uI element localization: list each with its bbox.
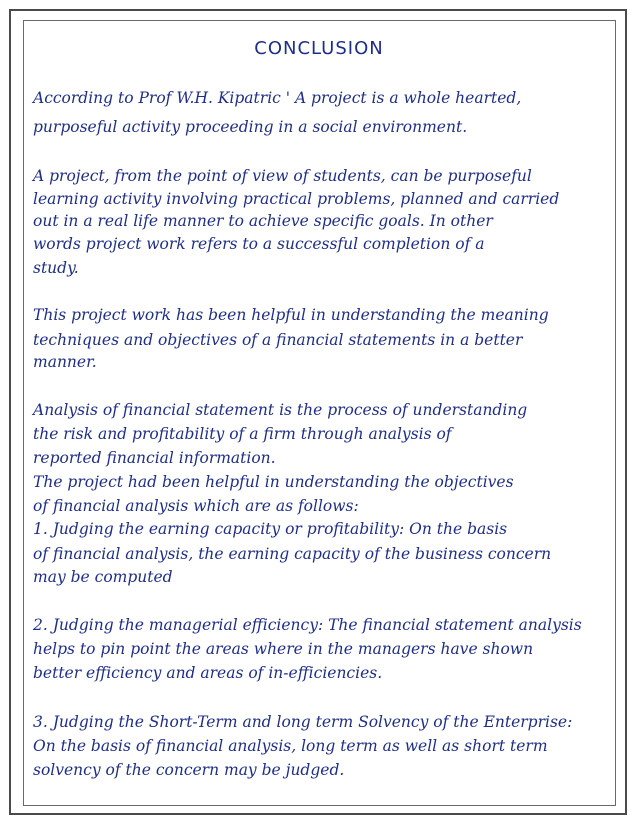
item1-line3: may be computed xyxy=(33,568,173,586)
para4-line2: the risk and profitability of a firm through analysis of xyxy=(33,425,452,443)
item3-line3: solvency of the concern may be judged. xyxy=(33,761,345,779)
item2-line1: 2. Judging the managerial efficiency: The financial statement analysis xyxy=(33,616,582,634)
para4-line1: Analysis of financial statement is the process of understanding xyxy=(33,401,528,419)
para5-line1: The project had been helpful in understanding the objectives xyxy=(33,473,514,491)
para2-line2: learning activity involving practical problems, planned and carried xyxy=(33,190,560,208)
item2-line3: better efficiency and areas of in-efficiencies. xyxy=(33,664,383,682)
para2-line3: out in a real life manner to achieve specific goals. In other xyxy=(33,212,493,230)
page-title: CONCLUSION xyxy=(254,38,384,59)
para1-line2: purposeful activity proceeding in a social environment. xyxy=(33,118,468,136)
para3-line1: This project work has been helpful in understanding the meaning xyxy=(33,306,549,324)
para5-line2: of financial analysis which are as follows: xyxy=(33,497,359,515)
item3-line1: 3. Judging the Short-Term and long term Solvency of the Enterprise: xyxy=(33,713,573,731)
para2-line5: study. xyxy=(33,259,79,277)
para3-line3: manner. xyxy=(33,353,97,371)
para4-line3: reported financial information. xyxy=(33,449,276,467)
para2-line1: A project, from the point of view of students, can be purposeful xyxy=(33,167,532,185)
para3-line2: techniques and objectives of a financial statements in a better xyxy=(33,331,523,349)
item1-line1: 1. Judging the earning capacity or profitability: On the basis xyxy=(33,520,508,538)
item3-line2: On the basis of financial analysis, long term as well as short term xyxy=(33,737,548,755)
item2-line2: helps to pin point the areas where in the managers have shown xyxy=(33,640,534,658)
para2-line4: words project work refers to a successful completion of a xyxy=(33,235,485,253)
para1-line1: According to Prof W.H. Kipatric ' A project is a whole hearted, xyxy=(33,89,522,107)
item1-line2: of financial analysis, the earning capacity of the business concern xyxy=(33,545,552,563)
